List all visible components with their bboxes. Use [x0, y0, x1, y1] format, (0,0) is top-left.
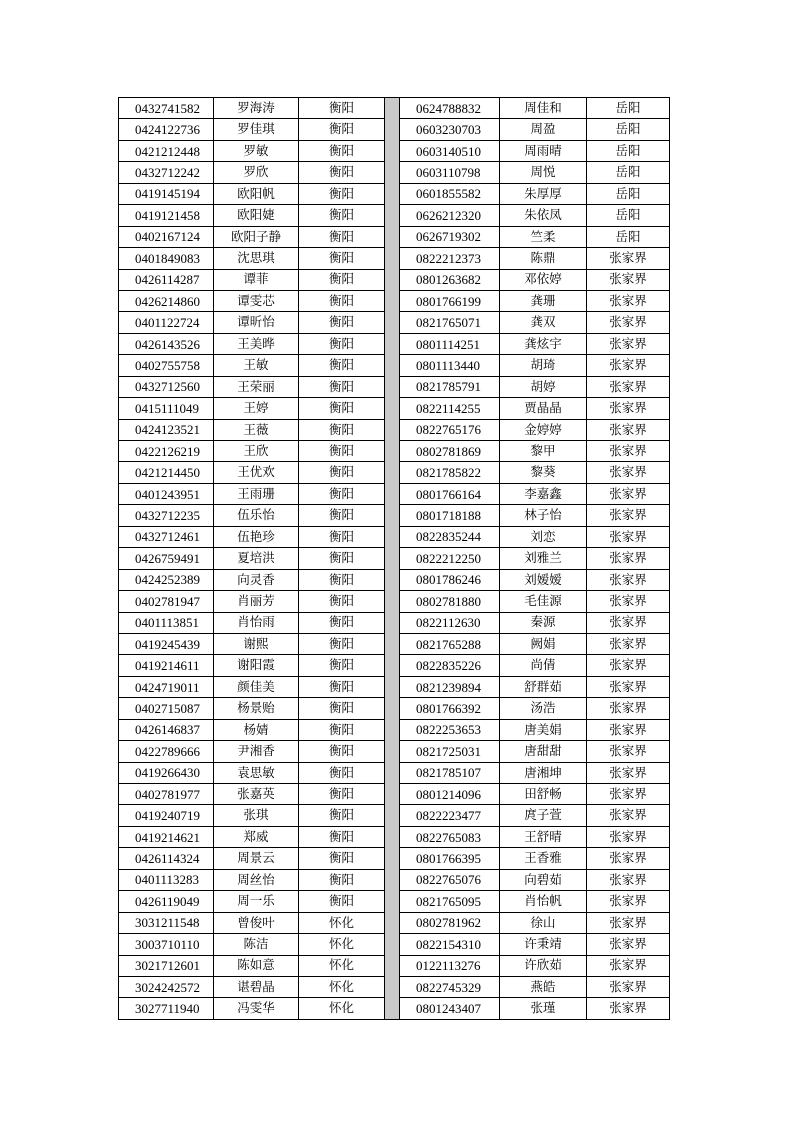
- left-student-id-cell: 0432741582: [119, 98, 214, 119]
- left-name-cell: 曾俊叶: [214, 912, 299, 933]
- left-city-cell: 衡阳: [299, 355, 385, 376]
- right-student-id-cell: 0801786246: [400, 569, 500, 590]
- right-student-id-cell: 0822745329: [400, 976, 500, 997]
- left-city-cell: 衡阳: [299, 205, 385, 226]
- left-city-cell: 怀化: [299, 934, 385, 955]
- right-city-cell: 岳阳: [587, 226, 670, 247]
- left-student-id-cell: 0402781947: [119, 591, 214, 612]
- left-name-cell: 伍乐怡: [214, 505, 299, 526]
- right-student-id-cell: 0601855582: [400, 183, 500, 204]
- left-city-cell: 衡阳: [299, 526, 385, 547]
- right-student-id-cell: 0821785107: [400, 762, 500, 783]
- left-city-cell: 衡阳: [299, 312, 385, 333]
- right-city-cell: 张家界: [587, 826, 670, 847]
- right-student-id-cell: 0821765095: [400, 891, 500, 912]
- left-city-cell: 衡阳: [299, 784, 385, 805]
- left-name-cell: 王美晔: [214, 333, 299, 354]
- right-name-cell: 尚倩: [500, 655, 587, 676]
- left-name-cell: 谭雯芯: [214, 290, 299, 311]
- right-name-cell: 许欣茹: [500, 955, 587, 976]
- right-city-cell: 张家界: [587, 719, 670, 740]
- right-name-cell: 阙娟: [500, 633, 587, 654]
- left-student-id-cell: 3021712601: [119, 955, 214, 976]
- right-city-cell: 岳阳: [587, 205, 670, 226]
- right-student-id-cell: 0821765071: [400, 312, 500, 333]
- right-name-cell: 黎葵: [500, 462, 587, 483]
- right-student-id-cell: 0822212373: [400, 248, 500, 269]
- right-student-id-cell: 0802781869: [400, 441, 500, 462]
- left-student-id-cell: 0419240719: [119, 805, 214, 826]
- left-name-cell: 谢阳霞: [214, 655, 299, 676]
- right-name-cell: 肖怡帆: [500, 891, 587, 912]
- left-student-id-cell: 0401243951: [119, 483, 214, 504]
- left-student-id-cell: 0426143526: [119, 333, 214, 354]
- left-student-id-cell: 0419121458: [119, 205, 214, 226]
- right-name-cell: 许秉靖: [500, 934, 587, 955]
- left-name-cell: 王优欢: [214, 462, 299, 483]
- right-city-cell: 张家界: [587, 976, 670, 997]
- left-name-cell: 冯雯华: [214, 998, 299, 1019]
- right-student-id-cell: 0822765176: [400, 419, 500, 440]
- left-name-cell: 郑威: [214, 826, 299, 847]
- right-name-cell: 胡琦: [500, 355, 587, 376]
- left-name-cell: 杨婧: [214, 719, 299, 740]
- right-city-cell: 张家界: [587, 441, 670, 462]
- left-city-cell: 衡阳: [299, 891, 385, 912]
- right-name-cell: 刘嫒嫒: [500, 569, 587, 590]
- left-name-cell: 王欣: [214, 441, 299, 462]
- left-name-cell: 张嘉英: [214, 784, 299, 805]
- right-city-cell: 张家界: [587, 869, 670, 890]
- right-student-id-cell: 0801214096: [400, 784, 500, 805]
- right-city-cell: 张家界: [587, 912, 670, 933]
- right-student-id-cell: 0626212320: [400, 205, 500, 226]
- left-city-cell: 衡阳: [299, 848, 385, 869]
- right-city-cell: 张家界: [587, 269, 670, 290]
- right-city-cell: 张家界: [587, 483, 670, 504]
- left-name-cell: 欧阳子静: [214, 226, 299, 247]
- left-city-cell: 怀化: [299, 998, 385, 1019]
- right-name-cell: 竺柔: [500, 226, 587, 247]
- left-name-cell: 肖丽芳: [214, 591, 299, 612]
- right-city-cell: 张家界: [587, 655, 670, 676]
- right-city-cell: 张家界: [587, 355, 670, 376]
- left-city-cell: 衡阳: [299, 612, 385, 633]
- right-name-cell: 朱厚厚: [500, 183, 587, 204]
- left-city-cell: 衡阳: [299, 333, 385, 354]
- left-city-cell: 衡阳: [299, 290, 385, 311]
- left-name-cell: 谭菲: [214, 269, 299, 290]
- right-city-cell: 岳阳: [587, 140, 670, 161]
- column-separator: [385, 98, 400, 1020]
- right-student-id-cell: 0122113276: [400, 955, 500, 976]
- right-city-cell: 岳阳: [587, 162, 670, 183]
- left-city-cell: 衡阳: [299, 140, 385, 161]
- left-student-id-cell: 0432712560: [119, 376, 214, 397]
- right-city-cell: 张家界: [587, 762, 670, 783]
- left-city-cell: 衡阳: [299, 505, 385, 526]
- left-student-id-cell: 0426214860: [119, 290, 214, 311]
- right-city-cell: 张家界: [587, 290, 670, 311]
- left-city-cell: 衡阳: [299, 376, 385, 397]
- left-student-id-cell: 0401113283: [119, 869, 214, 890]
- right-name-cell: 邓依婷: [500, 269, 587, 290]
- left-name-cell: 周丝怡: [214, 869, 299, 890]
- right-city-cell: 张家界: [587, 784, 670, 805]
- right-city-cell: 张家界: [587, 955, 670, 976]
- right-name-cell: 陈鼎: [500, 248, 587, 269]
- right-name-cell: 龚珊: [500, 290, 587, 311]
- right-student-id-cell: 0801766392: [400, 698, 500, 719]
- right-student-id-cell: 0821239894: [400, 676, 500, 697]
- left-student-id-cell: 0424122736: [119, 119, 214, 140]
- left-student-id-cell: 0401849083: [119, 248, 214, 269]
- left-city-cell: 衡阳: [299, 655, 385, 676]
- left-name-cell: 王荣丽: [214, 376, 299, 397]
- left-student-id-cell: 0419245439: [119, 633, 214, 654]
- left-name-cell: 谌碧晶: [214, 976, 299, 997]
- right-city-cell: 张家界: [587, 848, 670, 869]
- right-city-cell: 张家界: [587, 462, 670, 483]
- right-city-cell: 张家界: [587, 998, 670, 1019]
- right-city-cell: 张家界: [587, 633, 670, 654]
- left-city-cell: 衡阳: [299, 248, 385, 269]
- right-student-id-cell: 0822212250: [400, 548, 500, 569]
- right-name-cell: 周佳和: [500, 98, 587, 119]
- right-city-cell: 张家界: [587, 934, 670, 955]
- right-name-cell: 唐美娟: [500, 719, 587, 740]
- left-city-cell: 衡阳: [299, 441, 385, 462]
- right-student-id-cell: 0802781880: [400, 591, 500, 612]
- right-student-id-cell: 0801766164: [400, 483, 500, 504]
- right-city-cell: 张家界: [587, 505, 670, 526]
- right-city-cell: 张家界: [587, 612, 670, 633]
- right-student-id-cell: 0603230703: [400, 119, 500, 140]
- left-name-cell: 陈如意: [214, 955, 299, 976]
- left-city-cell: 衡阳: [299, 826, 385, 847]
- right-student-id-cell: 0822112630: [400, 612, 500, 633]
- right-name-cell: 胡婷: [500, 376, 587, 397]
- left-student-id-cell: 0432712461: [119, 526, 214, 547]
- right-name-cell: 徐山: [500, 912, 587, 933]
- right-student-id-cell: 0822223477: [400, 805, 500, 826]
- right-name-cell: 向碧茹: [500, 869, 587, 890]
- right-city-cell: 岳阳: [587, 183, 670, 204]
- right-city-cell: 张家界: [587, 591, 670, 612]
- right-student-id-cell: 0801263682: [400, 269, 500, 290]
- right-name-cell: 刘雅兰: [500, 548, 587, 569]
- left-student-id-cell: 0419214611: [119, 655, 214, 676]
- right-student-id-cell: 0801766199: [400, 290, 500, 311]
- right-city-cell: 张家界: [587, 569, 670, 590]
- left-student-id-cell: 0426759491: [119, 548, 214, 569]
- right-name-cell: 王舒晴: [500, 826, 587, 847]
- left-city-cell: 怀化: [299, 955, 385, 976]
- left-name-cell: 王雨珊: [214, 483, 299, 504]
- right-name-cell: 唐甜甜: [500, 741, 587, 762]
- left-city-cell: 衡阳: [299, 869, 385, 890]
- right-student-id-cell: 0801114251: [400, 333, 500, 354]
- left-name-cell: 周景云: [214, 848, 299, 869]
- left-student-id-cell: 0424719011: [119, 676, 214, 697]
- left-student-id-cell: 0426146837: [119, 719, 214, 740]
- left-city-cell: 衡阳: [299, 398, 385, 419]
- right-student-id-cell: 0822765076: [400, 869, 500, 890]
- left-name-cell: 颜佳美: [214, 676, 299, 697]
- right-city-cell: 张家界: [587, 805, 670, 826]
- left-student-id-cell: 0426114287: [119, 269, 214, 290]
- right-name-cell: 汤浩: [500, 698, 587, 719]
- right-city-cell: 岳阳: [587, 119, 670, 140]
- left-student-id-cell: 3003710110: [119, 934, 214, 955]
- right-name-cell: 田舒畅: [500, 784, 587, 805]
- right-student-id-cell: 0626719302: [400, 226, 500, 247]
- roster-body: [119, 98, 670, 1020]
- right-city-cell: 张家界: [587, 376, 670, 397]
- right-name-cell: 朱依凤: [500, 205, 587, 226]
- right-student-id-cell: 0822154310: [400, 934, 500, 955]
- left-student-id-cell: 0432712235: [119, 505, 214, 526]
- left-city-cell: 衡阳: [299, 419, 385, 440]
- table-row: [119, 98, 670, 119]
- left-student-id-cell: 0424252389: [119, 569, 214, 590]
- left-city-cell: 衡阳: [299, 676, 385, 697]
- right-name-cell: 唐湘坤: [500, 762, 587, 783]
- left-student-id-cell: 0402781977: [119, 784, 214, 805]
- left-student-id-cell: 0426114324: [119, 848, 214, 869]
- right-city-cell: 张家界: [587, 698, 670, 719]
- right-student-id-cell: 0821765288: [400, 633, 500, 654]
- left-name-cell: 谭昕怡: [214, 312, 299, 333]
- right-student-id-cell: 0822253653: [400, 719, 500, 740]
- left-name-cell: 陈洁: [214, 934, 299, 955]
- left-city-cell: 衡阳: [299, 548, 385, 569]
- left-city-cell: 衡阳: [299, 162, 385, 183]
- left-city-cell: 衡阳: [299, 719, 385, 740]
- left-city-cell: 衡阳: [299, 98, 385, 119]
- left-name-cell: 尹湘香: [214, 741, 299, 762]
- left-student-id-cell: 0401122724: [119, 312, 214, 333]
- left-city-cell: 衡阳: [299, 633, 385, 654]
- right-student-id-cell: 0801718188: [400, 505, 500, 526]
- left-student-id-cell: 3031211548: [119, 912, 214, 933]
- right-city-cell: 岳阳: [587, 98, 670, 119]
- left-name-cell: 罗欣: [214, 162, 299, 183]
- right-student-id-cell: 0821785791: [400, 376, 500, 397]
- left-name-cell: 伍艳珍: [214, 526, 299, 547]
- right-student-id-cell: 0801243407: [400, 998, 500, 1019]
- right-student-id-cell: 0822765083: [400, 826, 500, 847]
- left-student-id-cell: 3027711940: [119, 998, 214, 1019]
- right-name-cell: 周悦: [500, 162, 587, 183]
- left-name-cell: 向灵香: [214, 569, 299, 590]
- left-city-cell: 衡阳: [299, 762, 385, 783]
- right-city-cell: 张家界: [587, 891, 670, 912]
- right-city-cell: 张家界: [587, 741, 670, 762]
- left-name-cell: 王婷: [214, 398, 299, 419]
- left-name-cell: 夏培洪: [214, 548, 299, 569]
- right-student-id-cell: 0822835226: [400, 655, 500, 676]
- left-city-cell: 衡阳: [299, 269, 385, 290]
- left-student-id-cell: 0401113851: [119, 612, 214, 633]
- left-student-id-cell: 0402167124: [119, 226, 214, 247]
- right-student-id-cell: 0603140510: [400, 140, 500, 161]
- right-city-cell: 张家界: [587, 419, 670, 440]
- left-student-id-cell: 0422789666: [119, 741, 214, 762]
- right-name-cell: 李嘉鑫: [500, 483, 587, 504]
- right-city-cell: 张家界: [587, 548, 670, 569]
- right-student-id-cell: 0801766395: [400, 848, 500, 869]
- left-name-cell: 王敏: [214, 355, 299, 376]
- left-city-cell: 衡阳: [299, 698, 385, 719]
- left-name-cell: 欧阳婕: [214, 205, 299, 226]
- left-student-id-cell: 0426119049: [119, 891, 214, 912]
- left-student-id-cell: 0421214450: [119, 462, 214, 483]
- roster-table: [118, 97, 670, 1020]
- right-name-cell: 刘恋: [500, 526, 587, 547]
- right-name-cell: 龚炫宇: [500, 333, 587, 354]
- right-city-cell: 张家界: [587, 333, 670, 354]
- right-student-id-cell: 0822835244: [400, 526, 500, 547]
- left-student-id-cell: 0415111049: [119, 398, 214, 419]
- left-student-id-cell: 0419266430: [119, 762, 214, 783]
- left-city-cell: 衡阳: [299, 226, 385, 247]
- left-student-id-cell: 0424123521: [119, 419, 214, 440]
- right-name-cell: 王香雅: [500, 848, 587, 869]
- left-city-cell: 衡阳: [299, 569, 385, 590]
- left-name-cell: 袁思敏: [214, 762, 299, 783]
- left-city-cell: 衡阳: [299, 741, 385, 762]
- left-student-id-cell: 0402755758: [119, 355, 214, 376]
- left-student-id-cell: 0422126219: [119, 441, 214, 462]
- right-student-id-cell: 0801113440: [400, 355, 500, 376]
- left-city-cell: 衡阳: [299, 805, 385, 826]
- right-student-id-cell: 0624788832: [400, 98, 500, 119]
- left-student-id-cell: 3024242572: [119, 976, 214, 997]
- right-name-cell: 张瑾: [500, 998, 587, 1019]
- right-city-cell: 张家界: [587, 248, 670, 269]
- right-name-cell: 秦源: [500, 612, 587, 633]
- left-name-cell: 罗佳琪: [214, 119, 299, 140]
- left-student-id-cell: 0419214621: [119, 826, 214, 847]
- left-name-cell: 王薇: [214, 419, 299, 440]
- right-name-cell: 黎甲: [500, 441, 587, 462]
- right-city-cell: 张家界: [587, 398, 670, 419]
- right-student-id-cell: 0603110798: [400, 162, 500, 183]
- right-student-id-cell: 0822114255: [400, 398, 500, 419]
- left-student-id-cell: 0432712242: [119, 162, 214, 183]
- right-name-cell: 贾晶晶: [500, 398, 587, 419]
- left-city-cell: 衡阳: [299, 119, 385, 140]
- right-city-cell: 张家界: [587, 526, 670, 547]
- left-name-cell: 杨景贻: [214, 698, 299, 719]
- right-student-id-cell: 0821785822: [400, 462, 500, 483]
- right-name-cell: 金婷婷: [500, 419, 587, 440]
- right-student-id-cell: 0802781962: [400, 912, 500, 933]
- right-name-cell: 燕皓: [500, 976, 587, 997]
- right-name-cell: 林子怡: [500, 505, 587, 526]
- left-student-id-cell: 0402715087: [119, 698, 214, 719]
- left-name-cell: 肖怡雨: [214, 612, 299, 633]
- right-name-cell: 龚双: [500, 312, 587, 333]
- right-name-cell: 舒群茹: [500, 676, 587, 697]
- left-name-cell: 周一乐: [214, 891, 299, 912]
- right-city-cell: 张家界: [587, 676, 670, 697]
- left-name-cell: 欧阳帆: [214, 183, 299, 204]
- left-city-cell: 衡阳: [299, 591, 385, 612]
- left-name-cell: 罗海涛: [214, 98, 299, 119]
- left-city-cell: 怀化: [299, 976, 385, 997]
- left-name-cell: 张琪: [214, 805, 299, 826]
- left-city-cell: 衡阳: [299, 183, 385, 204]
- left-student-id-cell: 0421212448: [119, 140, 214, 161]
- left-city-cell: 衡阳: [299, 462, 385, 483]
- right-name-cell: 毛佳源: [500, 591, 587, 612]
- right-city-cell: 张家界: [587, 312, 670, 333]
- left-city-cell: 怀化: [299, 912, 385, 933]
- left-name-cell: 谢熙: [214, 633, 299, 654]
- right-name-cell: 周雨晴: [500, 140, 587, 161]
- left-city-cell: 衡阳: [299, 483, 385, 504]
- left-student-id-cell: 0419145194: [119, 183, 214, 204]
- right-name-cell: 庹子萱: [500, 805, 587, 826]
- right-student-id-cell: 0821725031: [400, 741, 500, 762]
- left-name-cell: 罗敏: [214, 140, 299, 161]
- right-name-cell: 周盈: [500, 119, 587, 140]
- left-name-cell: 沈思琪: [214, 248, 299, 269]
